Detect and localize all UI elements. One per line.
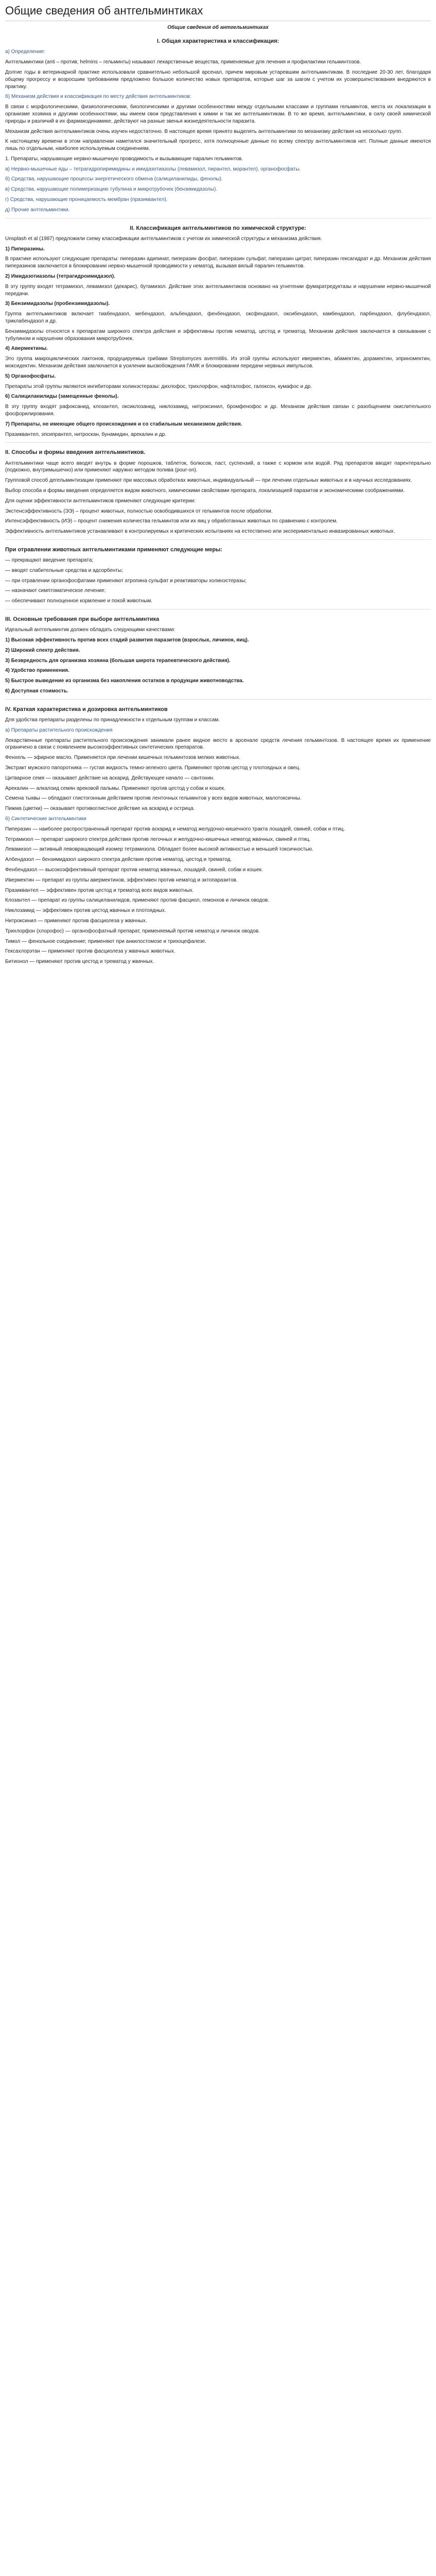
section-paragraph: Цитварное семя — оказывает действие на аскарид. Действующее начало — сантонин. — [5, 775, 215, 781]
section-paragraph: Трихлорфон (хлорофос) — органофосфатный препарат, применяемый против нематод и личинок оводов. — [5, 928, 260, 934]
section-paragraph: — обеспечивают полноценное кормление и покой животным. — [5, 598, 153, 604]
section-paragraph: — вводят слабительные средства и адсорбенты; — [5, 567, 123, 573]
section-paragraph: Антгельминтики (anti – против; helmins – гельминты) называют лекарственные вещества, применяемые для лечения и профилактики гельминтозов. — [5, 59, 361, 65]
document — [0, 0, 436, 965]
section-paragraph: Празиквантел, эпсипрантел, нитроскан, бунамидин, арекалин и др. — [5, 431, 167, 437]
section-heading: IV. Краткая характеристика и дозировка антгельминтиков — [5, 706, 168, 713]
section-paragraph: В практике используют следующие препараты: пиперазин адипинат, пиперазин фосфат, пиперазин сульфат, пиперазин цитрат, пиперазин гексагидрат и др. Механизм действия пиперазинов заключается в блокировании нервно-мышечной проводимости у нематод, вызывая вялый паралич гельминтов. — [5, 256, 431, 269]
document-subtitle: Общие сведения об антгельминтиках — [167, 25, 269, 31]
section-paragraph: Бензимидазолы относятся к препаратам широкого спектра действия и эффективны против нематод, цестод и трематод. Механизм действия заключается в связывании с тубулином и нарушении образования микротрубочек. — [5, 328, 431, 342]
section-paragraph: г) Средства, нарушающие проницаемость мембран (празиквантел). — [5, 197, 168, 203]
section-paragraph: 1) Высокая эффективность против всех стадий развития паразитов (взрослых, личинок, яиц). — [5, 637, 249, 643]
section-paragraph: Арекалин — алкалоид семян арековой пальмы. Применяют против цестод у собак и кошек. — [5, 785, 225, 791]
section-paragraph: 1) Пиперазины. — [5, 246, 45, 252]
section-paragraph: 4) Авермектины. — [5, 346, 48, 352]
section-paragraph: Пижма (цветки) — оказывает противоглистное действие на аскарид и острица. — [5, 806, 195, 812]
section-paragraph: Интенсэффективность (ИЭ) – процент снижения количества гельминтов или их яиц у обработанных животных по сравнению с контролем. — [5, 518, 338, 524]
section-paragraph: — назначают симптоматическое лечение; — [5, 588, 106, 594]
section-paragraph: д) Прочие антгельминтики. — [5, 207, 70, 213]
section-paragraph: Механизм действия антгельминтиков очень изучен недостаточно. В настоящее время принято выделять антгельминтики по механизму действия на несколько групп. — [5, 128, 403, 134]
section-paragraph: Ивермектин — препарат из группы авермектинов, эффективен против нематод и эктопаразитов. — [5, 877, 238, 883]
section-paragraph: Албендазол — бензимидазол широкого спектра действия против нематод, цестод и трематод. — [5, 857, 232, 863]
section-heading: I. Общая характеристика и классификация: — [156, 38, 280, 45]
section-paragraph: 2) Широкий спектр действия. — [5, 647, 80, 653]
section-paragraph: Группа антгельминтиков включает тиабендазол, мебендазол, альбендазол, фенбендазол, оксфендазол, оксибендазол, камбендазол, парбендазол, флубендазол, триклабендазол и др. — [5, 311, 431, 325]
section-paragraph: б) Синтетические антгельминтики — [5, 816, 86, 822]
section-paragraph: Битионол — применяют против цестод и трематод у жвачных. — [5, 959, 154, 965]
section-paragraph: Для удобства препараты разделены по принадлежности к отдельным группам и классам. — [5, 717, 220, 723]
section-paragraph: Фенхель — эфирное масло. Применяется при лечении кишечных гельминтозов мелких животных. — [5, 755, 241, 761]
section-paragraph: 5) Органофосфаты. — [5, 373, 56, 379]
section-paragraph: Гексахлорэтан — применяют против фасциолеза у жвачных животных. — [5, 948, 176, 955]
section-paragraph: б) Механизм действия и классификация по месту действия антгельминтиков: — [5, 94, 191, 100]
section-paragraph: В эту группу входят тетрамизол, левамизол (декарис), бутамизол. Действие этих антгельминтиков основано на угнетении фумаратредуктазы и нарушении нервно-мышечной передачи. — [5, 283, 431, 297]
page-title: Общие сведения об антгельминтиках — [5, 3, 431, 21]
section-paragraph: Экстракт мужского папоротника — густая жидкость темно-зеленого цвета. Применяют против цестод у плотоядных и овец. — [5, 765, 301, 771]
section-paragraph: 6) Салициланилиды (замещенные фенолы). — [5, 394, 119, 400]
section-paragraph: Экстенсэффективность (ЭЭ) – процент животных, полностью освободившихся от гельминтов после обработки. — [5, 508, 273, 514]
section-paragraph: 3) Безвредность для организма хозяина (большая широта терапевтического действия). — [5, 657, 231, 664]
section-divider — [5, 539, 431, 540]
section-paragraph: Препараты этой группы являются ингибиторами холинэстеразы: дихлофос, трихлорфон, нафталофос, галоксон, кумафос и др. — [5, 383, 312, 389]
section-paragraph: Идеальный антгельминтик должен обладать следующими качествами: — [5, 627, 176, 633]
section-paragraph: Никлозамид — эффективен против цестод жвачных и плотоядных. — [5, 908, 166, 914]
section-paragraph: Для оценки эффективности антгельминтиков применяют следующие критерии: — [5, 498, 196, 504]
section-divider — [5, 442, 431, 443]
section-paragraph: 2) Имидазотиазолы (тетрагидроимидазол). — [5, 274, 115, 280]
section-paragraph: а) Препараты растительного происхождения — [5, 727, 113, 733]
section-paragraph: — при отравлении органофосфатами применяют атропина сульфат и реактиваторы холинэстеразы; — [5, 578, 247, 584]
section-paragraph: Нитроксинил — применяют против фасциолеза у жвачных. — [5, 918, 147, 924]
section-paragraph: К настоящему времени в этом направлении наметился значительный прогресс, хотя полноценные данные по всему спектру антгельминтиков нет. Полные данные имеются лишь по отдельным, наиболее используемым соединениям. — [5, 139, 431, 152]
section-divider — [5, 699, 431, 700]
section-paragraph: Антгельминтики чаще всего вводят внутрь в форме порошков, таблеток, болюсов, паст, суспензий, а также с кормом или водой. Ряд препаратов вводят парентерально (подкожно, внутримышечно) или применяют наружно методом полива (pour-on). — [5, 460, 431, 473]
section-paragraph: а) Нервно-мышечные яды – тетрагидропиримидины и имидазотиазолы (левамизол, пирантел, морантел), органофосфаты. — [5, 166, 301, 172]
section-paragraph: — прекращают введение препарата; — [5, 557, 94, 564]
section-paragraph: Тетрамизол — препарат широкого спектра действия против легочных и желудочно-кишечных нематод жвачных, свиней и птиц. — [5, 836, 311, 842]
section-paragraph: 4) Удобство применения. — [5, 668, 69, 674]
section-paragraph: Тимол — фенольное соединение; применяют при анкилостомозе и трихоцефалезе. — [5, 938, 206, 944]
section-paragraph: а) Определение: — [5, 49, 45, 55]
section-paragraph: Клозантел — препарат из группы салициланилидов, применяют против фасциол, гемонхов и личинок оводов. — [5, 897, 269, 904]
section-paragraph: Празиквантел — эффективен против цестод и трематод всех видов животных. — [5, 887, 194, 893]
section-paragraph: 1. Препараты, нарушающие нервно-мышечную проводимость и вызывающие паралич гельминтов. — [5, 156, 243, 162]
section-paragraph: в) Средства, нарушающие полимеризацию тубулина и микротрубочек (бензимидазолы). — [5, 187, 218, 193]
section-paragraph: Пиперазин — наиболее распространенный препарат против аскарид и нематод желудочно-кишечного тракта лошадей, свиней, собак и птиц. — [5, 826, 345, 832]
section-paragraph: В эту группу входят рафоксанид, клозантел, оксиклозанид, никлозамид, нитроксинил, бромфенофос и др. Механизм действия связан с разобщением окислительного фосфорилирования. — [5, 404, 431, 417]
section-paragraph: 3) Бензимидазолы (пробензимидазолы). — [5, 301, 110, 307]
section-paragraph: Это группа макроциклических лактонов, продуцируемых грибами Streptomyces avermitilis. Из этой группы используют ивермектин, абамектин, дорамектин, эприномектин, моксидектин. Механизм действия заключается в усилении высвобождения ГАМК и блокировании передачи нервных импульсов. — [5, 356, 431, 369]
section-paragraph: Эффективность антгельминтиков устанавливают в контролируемых и критических испытаниях на естественно или экспериментально инвазированных животных. — [5, 529, 395, 535]
section-paragraph: б) Средства, нарушающие процессы энергетического обмена (салициланилиды, фенолы). — [5, 176, 223, 182]
sections-container — [5, 38, 431, 965]
section-heading: II. Способы и формы введения антгельминтиков. — [5, 449, 146, 456]
section-paragraph: Лекарственные препараты растительного происхождения занимали ранее видное место в арсенале средств лечения гельминтозов. В настоящее время их применение ограничено в связи с появлением высокоэффективных синтетических препаратов. — [5, 737, 431, 751]
section-heading: III. Основные требования при выборе антгельминтика — [5, 616, 160, 623]
section-heading: При отравлении животных антгельминтиками применяют следующие меры: — [5, 546, 222, 553]
section-heading: II. Классификация антгельминтиков по химической структуре: — [130, 225, 306, 231]
section-paragraph: 6) Доступная стоимость. — [5, 688, 68, 694]
section-paragraph: Долгие годы в ветеринарной практике использовали сравнительно небольшой арсенал, причем мировым устаревшим антгельминтикам. В последние 20-30 лет, благодаря общему прогрессу и возросшим требованиям предложено большое количество новых препаратов, которые шаг за шагом с учетом их усовершенствования внедряются в практику. — [5, 69, 431, 90]
section-paragraph: Семена тыквы — обладают глистогонным действием против ленточных гельминтов у всех видов животных, малотоксичны. — [5, 795, 302, 802]
section-paragraph: Выбор способа и формы введения определяется видом животного, химическими свойствами препарата, локализацией паразитов и экономическими соображениями. — [5, 487, 405, 494]
section-paragraph: Фенбендазол — высокоэффективный препарат против нематод жвачных, лошадей, свиней, собак и кошек. — [5, 867, 263, 873]
section-paragraph: 7) Препараты, не имеющие общего происхождения и со стабильным механизмом действия. — [5, 421, 242, 427]
section-paragraph: 5) Быстрое выведение из организма без накопления остатков в продукции животноводства. — [5, 678, 244, 684]
section-paragraph: В связи с морфологическими, физиологическими, биологическими и другими особенностями между отдельными классами и группами гельминтов, места их локализации в организме хозяина и другими особенностями, мы имеем свои представления к химии и так же антгельминтикам. В то же время, антгельминтики, в силу своей химической природы и различий в их фармакодинамике, действуют на разные звенья жизнедеятельности паразита. — [5, 104, 431, 124]
section-paragraph: Левамизол — активный левовращающий изомер тетрамизола. Обладает более высокой активностью и меньшей токсичностью. — [5, 846, 313, 853]
section-paragraph: Групповой способ дегельминтизации применяют при массовых обработках животных, индивидуальный — при лечении отдельных животных и в научных исследованиях. — [5, 478, 412, 484]
section-paragraph: Unsplash et al (1987) предложили схему классификации антгельминтиков с учетом их химической структуры и механизма действия. — [5, 235, 322, 242]
